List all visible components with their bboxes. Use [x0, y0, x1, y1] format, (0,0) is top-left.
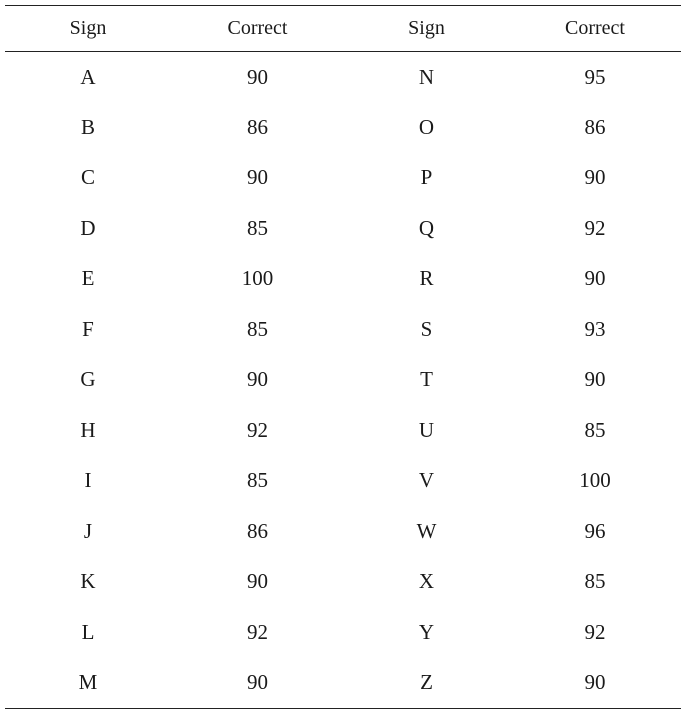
correct-cell: 90: [247, 670, 268, 694]
sign-cell: Q: [418, 215, 435, 240]
table-row: [5, 607, 681, 658]
correct-cell: 93: [584, 316, 606, 341]
table-row: [5, 557, 681, 608]
correct-cell: 85: [584, 569, 606, 594]
table-row: [5, 456, 681, 507]
correct-cell: 92: [247, 417, 268, 442]
header-correct-left: Correct: [227, 17, 288, 39]
correct-cell: 85: [247, 215, 268, 240]
sign-cell: I: [84, 468, 92, 493]
sign-cell: O: [418, 114, 435, 139]
sign-cell: Y: [418, 619, 435, 644]
sign-cell: A: [80, 64, 96, 89]
correct-cell: 85: [584, 417, 606, 442]
table-header: [5, 6, 681, 52]
sign-cell: F: [82, 316, 94, 341]
table-body: [5, 52, 681, 709]
sign-cell: W: [416, 518, 437, 543]
table-row: [5, 254, 681, 305]
header-row: [5, 6, 681, 52]
table-row: [5, 153, 681, 204]
table-row: [5, 304, 681, 355]
sign-accuracy-table: [5, 5, 681, 709]
correct-cell: 86: [584, 114, 606, 139]
table-row: [5, 355, 681, 406]
correct-cell: 90: [584, 367, 606, 392]
sign-cell: N: [418, 64, 435, 89]
sign-cell: Z: [420, 670, 433, 694]
correct-cell: 85: [247, 468, 268, 493]
sign-cell: V: [418, 468, 435, 493]
correct-cell: 90: [584, 266, 606, 291]
correct-cell: 90: [247, 165, 268, 190]
table-row: [5, 203, 681, 254]
correct-cell: 86: [247, 114, 268, 139]
correct-cell: 90: [584, 165, 606, 190]
sign-cell: M: [78, 670, 98, 694]
sign-cell: B: [80, 114, 95, 139]
correct-cell: 86: [247, 518, 268, 543]
correct-cell: 92: [247, 619, 268, 644]
correct-cell: 92: [584, 215, 606, 240]
sign-cell: S: [420, 316, 433, 341]
sign-cell: D: [80, 215, 96, 240]
sign-cell: U: [418, 417, 435, 442]
sign-cell: H: [80, 417, 96, 442]
sign-cell: X: [418, 569, 435, 594]
table-row: [5, 102, 681, 153]
correct-cell: 90: [247, 569, 268, 594]
correct-cell: 100: [579, 468, 611, 493]
correct-cell: 100: [241, 266, 274, 291]
table-row: [5, 52, 681, 103]
header-sign-left: Sign: [69, 17, 107, 39]
header-sign-right: Sign: [408, 17, 445, 39]
correct-cell: 95: [584, 64, 606, 89]
sign-cell: L: [81, 619, 95, 644]
sign-cell: K: [80, 569, 96, 594]
correct-cell: 90: [247, 64, 268, 89]
table-row: [5, 658, 681, 709]
header-correct-right: Correct: [565, 17, 625, 39]
correct-cell: 90: [247, 367, 268, 392]
sign-cell: J: [83, 518, 93, 543]
sign-cell: T: [420, 367, 433, 392]
correct-cell: 90: [584, 670, 606, 694]
sign-cell: C: [80, 165, 95, 190]
correct-cell: 96: [584, 518, 606, 543]
correct-cell: 85: [247, 316, 268, 341]
table-row: [5, 506, 681, 557]
sign-cell: G: [80, 367, 96, 392]
sign-cell: P: [420, 165, 433, 190]
table-row: [5, 405, 681, 456]
correct-cell: 92: [584, 619, 606, 644]
sign-cell: E: [81, 266, 95, 291]
sign-cell: R: [419, 266, 434, 291]
